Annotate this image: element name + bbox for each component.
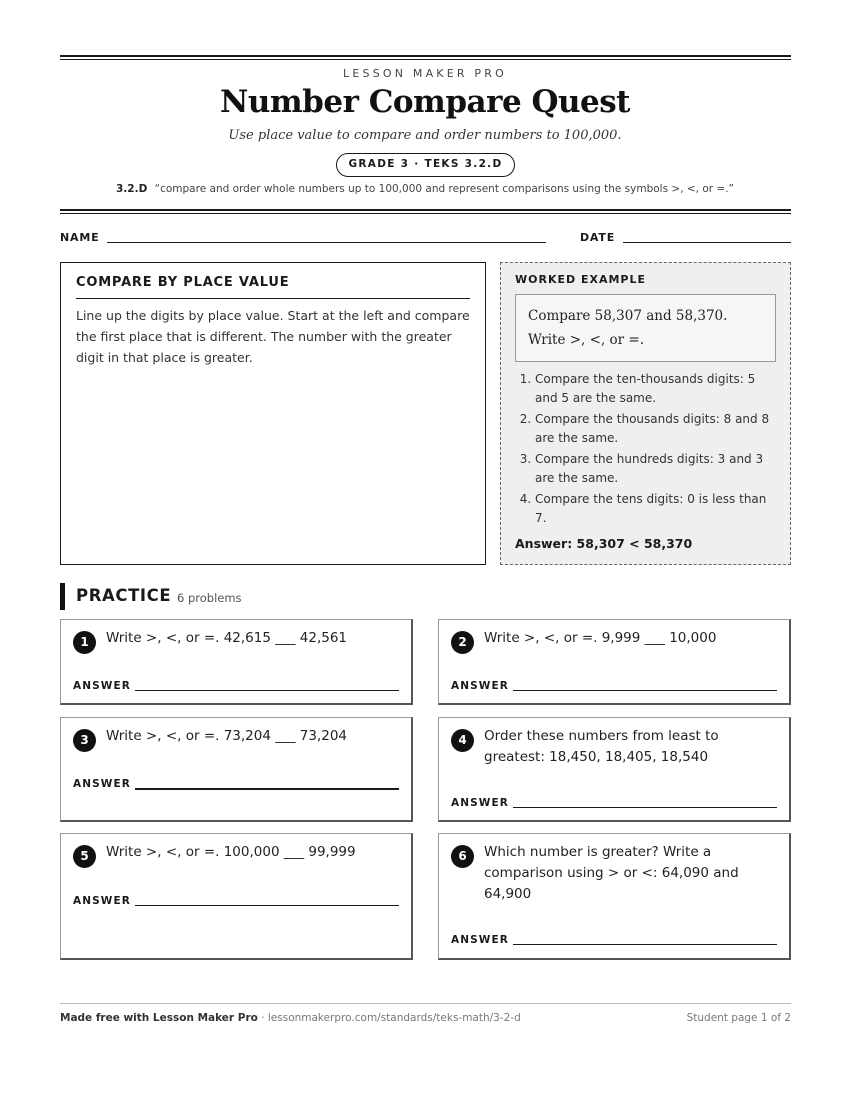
problem-number: 5 xyxy=(73,845,96,868)
problem-number: 3 xyxy=(73,729,96,752)
worked-example-steps xyxy=(515,370,776,528)
answer-field[interactable] xyxy=(135,690,399,691)
answer-field[interactable] xyxy=(135,905,399,906)
standard-statement xyxy=(0,183,850,195)
worked-example-step: 4. Compare the tens digits: 0 is less than 7. xyxy=(535,490,776,528)
name-field[interactable] xyxy=(107,242,546,243)
footer-page-number: Student page 1 of 2 xyxy=(686,1012,791,1024)
practice-count: 6 problems xyxy=(177,591,242,605)
answer-field[interactable] xyxy=(513,807,777,808)
problem-text: Write >, <, or =. 73,204 ___ 73,204 xyxy=(106,728,348,744)
answer-label: ANSWER xyxy=(451,797,509,809)
problem-text: Write >, <, or =. 100,000 ___ 99,999 xyxy=(106,844,356,860)
name-label: NAME xyxy=(60,231,100,244)
practice-title: PRACTICE xyxy=(76,586,172,605)
top-double-rule xyxy=(60,55,791,60)
concept-heading: COMPARE BY PLACE VALUE xyxy=(76,275,470,299)
worked-example-answer: Answer: 58,307 < 58,370 xyxy=(515,536,693,551)
answer-label: ANSWER xyxy=(73,778,131,790)
worked-example-prompt: Compare 58,307 and 58,370. Write >, <, or =. xyxy=(515,294,776,362)
answer-label: ANSWER xyxy=(73,680,131,692)
problem-text: Order these numbers from least to greatest: 18,450, 18,405, 18,540 xyxy=(484,728,719,765)
problem-text: Which number is greater? Write a comparison using > or <: 64,090 and 64,900 xyxy=(484,844,739,902)
worked-example-panel xyxy=(500,262,791,565)
concept-panel xyxy=(60,262,486,565)
footer-credit xyxy=(60,1012,521,1024)
date-field[interactable] xyxy=(623,242,791,243)
problem-card-4 xyxy=(438,717,791,822)
problem-card-1 xyxy=(60,619,413,705)
footer-made-with: Made free with Lesson Maker Pro xyxy=(60,1012,258,1024)
worked-example-step: 2. Compare the thousands digits: 8 and 8 are the same. xyxy=(535,410,776,448)
problem-text: Write >, <, or =. 9,999 ___ 10,000 xyxy=(484,630,717,646)
worked-example-step: 1. Compare the ten-thousands digits: 5 and 5 are the same. xyxy=(535,370,776,408)
problem-number: 4 xyxy=(451,729,474,752)
brand-name: LESSON MAKER PRO xyxy=(343,67,507,80)
problem-number: 1 xyxy=(73,631,96,654)
grade-badge: GRADE 3 · TEKS 3.2.D xyxy=(336,153,515,177)
problem-card-6 xyxy=(438,833,791,960)
answer-field[interactable] xyxy=(135,788,399,790)
problem-number: 2 xyxy=(451,631,474,654)
header-bottom-rule xyxy=(60,209,791,214)
footer-divider xyxy=(60,1003,791,1004)
page-title: Number Compare Quest xyxy=(220,84,630,120)
standard-code: 3.2.D xyxy=(116,183,148,195)
date-label: DATE xyxy=(580,231,616,244)
problem-card-5 xyxy=(60,833,413,960)
answer-field[interactable] xyxy=(513,690,777,691)
worked-example-step: 3. Compare the hundreds digits: 3 and 3 are the same. xyxy=(535,450,776,488)
answer-label: ANSWER xyxy=(451,934,509,946)
problem-number: 6 xyxy=(451,845,474,868)
answer-field[interactable] xyxy=(513,944,777,945)
problem-card-3 xyxy=(60,717,413,822)
answer-label: ANSWER xyxy=(451,680,509,692)
footer-url[interactable]: · lessonmakerpro.com/standards/teks-math/3-2-d xyxy=(257,1012,521,1024)
page-subtitle: Use place value to compare and order numbers to 100,000. xyxy=(228,128,622,143)
problem-text: Write >, <, or =. 42,615 ___ 42,561 xyxy=(106,630,348,646)
answer-label: ANSWER xyxy=(73,895,131,907)
concept-body: Line up the digits by place value. Start at the left and compare the first place that is different. The number with the greater digit in that place is greater. xyxy=(76,308,470,365)
problem-card-2 xyxy=(438,619,791,705)
worked-example-heading: WORKED EXAMPLE xyxy=(515,273,646,286)
standard-text: “compare and order whole numbers up to 100,000 and represent comparisons using the symbols >, <, or =.” xyxy=(154,183,734,195)
practice-accent-bar xyxy=(60,583,65,610)
